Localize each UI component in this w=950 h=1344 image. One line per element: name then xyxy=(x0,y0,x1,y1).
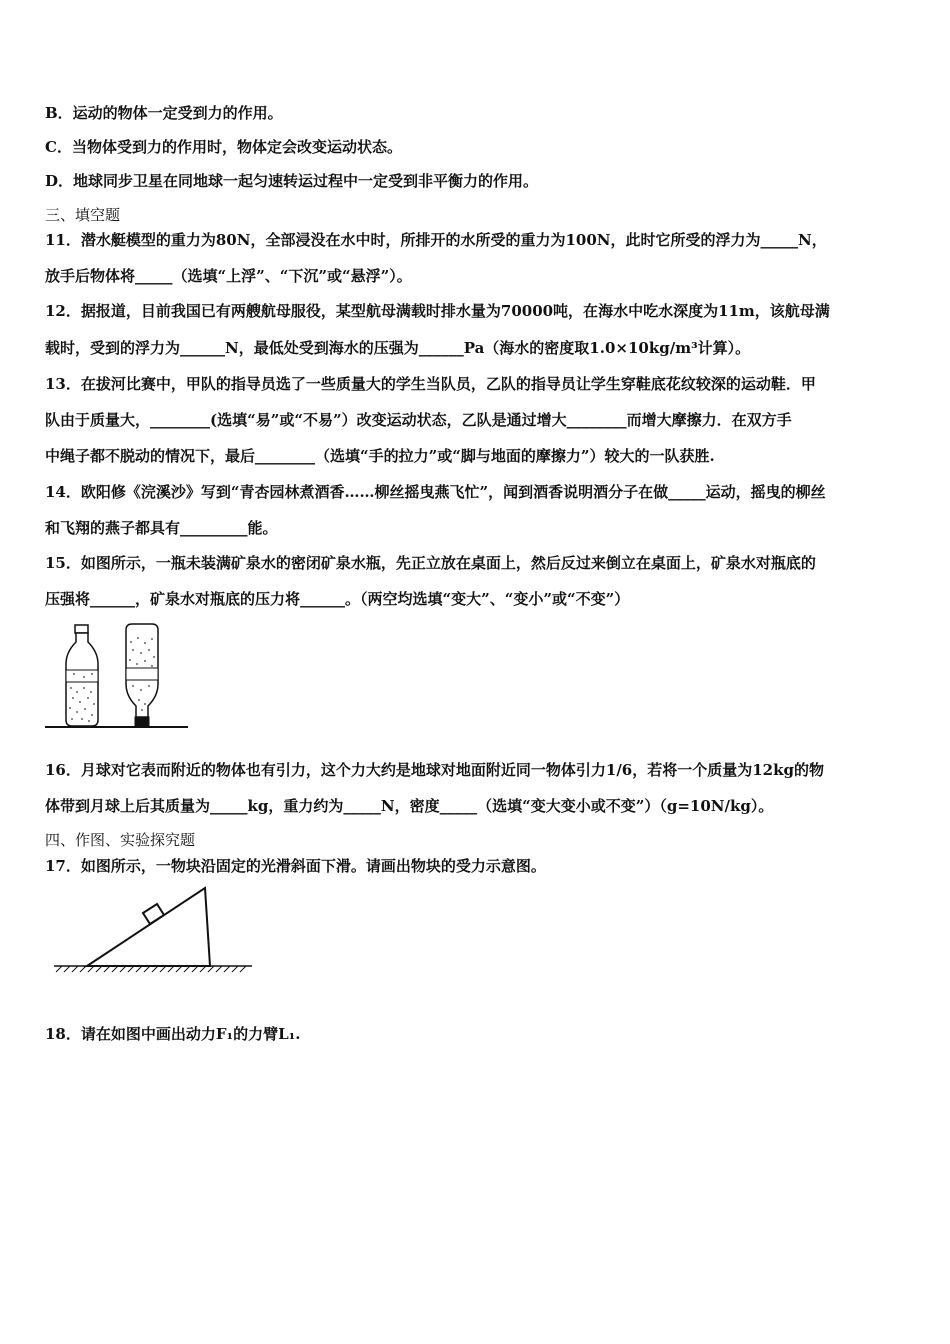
q15-line1: 15．如图所示，一瓶未装满矿泉水的密闭矿泉水瓶，先正立放在桌面上，然后反过来倒立在桌面上，矿泉水对瓶底的 xyxy=(45,554,816,572)
q11-line1: 11．潜水艇模型的重力为80N，全部浸没在水中时，所排开的水所受的重力为100N，此时它所受的浮力为_____N， xyxy=(45,231,827,249)
q14-line2: 和飞翔的燕子都具有_________能。 xyxy=(45,519,278,537)
q12-line1: 12．据报道，目前我国已有两艘航母服役，某型航母满载时排水量为70000吨，在海水中吃水深度为11m，该航母满 xyxy=(45,302,830,320)
option-d: D．地球同步卫星在同地球一起匀速转运过程中一定受到非平衡力的作用。 xyxy=(45,172,539,190)
q11-line2: 放手后物体将_____（选填“上浮”、“下沉”或“悬浮”）。 xyxy=(45,267,412,285)
q12-line2: 载时，受到的浮力为______N，最低处受到海水的压强为______Pa（海水的密度取1.0×10kg/m³计算）。 xyxy=(45,339,751,357)
inverted-bottle xyxy=(126,624,158,726)
incline-figure xyxy=(52,884,257,974)
option-b: B．运动的物体一定受到力的作用。 xyxy=(45,104,283,122)
q14-line1: 14．欧阳修《浣溪沙》写到“青杏园林煮酒香……柳丝摇曳燕飞忙”，闻到酒香说明酒分子在做_____运动，摇曳的柳丝 xyxy=(45,483,826,501)
section-3-title: 三、填空题 xyxy=(45,206,121,224)
q17-line1: 17．如图所示，一物块沿固定的光滑斜面下滑。请画出物块的受力示意图。 xyxy=(45,857,546,875)
q13-line1: 13．在拔河比赛中，甲队的指导员选了一些质量大的学生当队员，乙队的指导员让学生穿鞋底花纹较深的运动鞋．甲 xyxy=(45,375,816,393)
upright-bottle xyxy=(66,625,98,726)
bottles-figure xyxy=(44,622,189,732)
q13-line3: 中绳子都不脱动的情况下，最后________（选填“手的拉力”或“脚与地面的摩擦力”）较大的一队获胜. xyxy=(45,447,715,465)
incline-triangle xyxy=(87,888,210,966)
section-4-title: 四、作图、实验探究题 xyxy=(45,831,196,849)
option-c: C．当物体受到力的作用时，物体定会改变运动状态。 xyxy=(45,138,402,156)
block xyxy=(143,904,164,924)
q15-line2: 压强将______，矿泉水对瓶底的压力将______。（两空均选填“变大”、“变小”或“不变”） xyxy=(45,590,630,608)
q18-line1: 18．请在如图中画出动力F₁的力臂L₁. xyxy=(45,1025,301,1043)
q16-line1: 16．月球对它表而附近的物体也有引力，这个力大约是地球对地面附近同一物体引力1/6，若将一个质量为12kg的物 xyxy=(45,761,824,779)
q13-line2: 队由于质量大，________(选填“易”或“不易”）改变运动状态，乙队是通过增大________而增大摩擦力．在双方手 xyxy=(45,411,792,429)
q16-line2: 体带到月球上后其质量为_____kg，重力约为_____N，密度_____（选填“变大变小或不变”）（g=10N/kg）。 xyxy=(45,797,774,815)
